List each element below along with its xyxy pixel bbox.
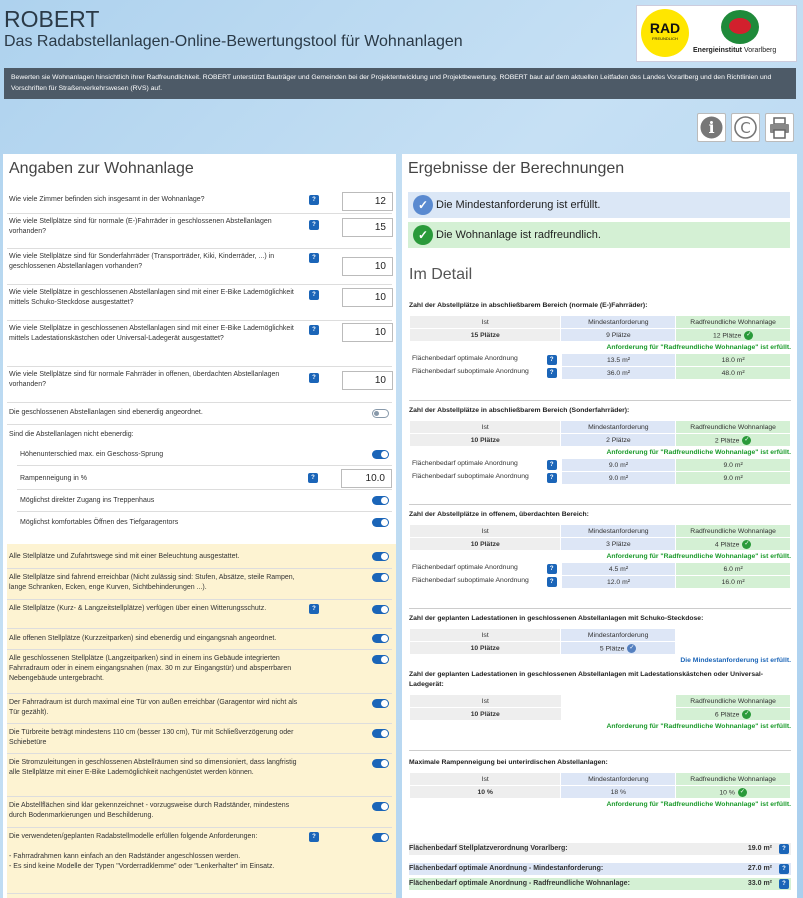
- help-icon[interactable]: ?: [308, 473, 318, 483]
- summary-row: Flächenbedarf optimale Anordnung - Mindestanforderung: 27.0 m² ?: [409, 863, 791, 875]
- check-icon: ✓: [746, 331, 752, 338]
- criterion-toggle[interactable]: [372, 552, 389, 561]
- help-icon[interactable]: ?: [309, 604, 319, 614]
- detail-heading: Im Detail: [409, 266, 473, 283]
- criterion-row: Alle offenen Stellplätze (Kurzzeitparken) sind ebenerdig und eingangsnah angeordnet.: [7, 629, 392, 650]
- criterion-toggle[interactable]: [372, 759, 389, 768]
- info-icon: [698, 114, 725, 141]
- help-icon[interactable]: ?: [779, 844, 789, 854]
- check-circle-icon: ✓: [413, 225, 433, 245]
- criterion-row: Alle Stellplätze (Kurz- & Langzeitstellplätze) verfügen über einen Witterungsschutz. ?: [7, 600, 392, 629]
- check-icon: ✓: [744, 540, 750, 547]
- input-panel-title: Angaben zur Wohnanlage: [9, 160, 194, 177]
- results-panel-title: Ergebnisse der Berechnungen: [408, 160, 625, 177]
- help-icon[interactable]: ?: [547, 577, 557, 587]
- criterion-toggle[interactable]: [372, 802, 389, 811]
- criterion-row: Alle Stellplätze sind fahrend erreichbar (Nicht zulässig sind: Stufen, Absätze, steile Rampen, lange Schranken, Ecken, enge Kurven, Sichtbehinderungen ...).: [7, 569, 392, 600]
- treppen-toggle[interactable]: [372, 496, 389, 505]
- criterion-toggle[interactable]: [372, 573, 389, 582]
- rad-logo[interactable]: RAD FREUNDLICH: [641, 9, 689, 57]
- app-subtitle: Das Radabstellanlagen-Online-Bewertungstool für Wohnanlagen: [4, 33, 463, 50]
- check-icon: ✓: [744, 436, 750, 443]
- energieinstitut-text: Energieinstitut Vorarlberg: [693, 47, 777, 54]
- criterion-toggle[interactable]: [372, 729, 389, 738]
- charging-station-input[interactable]: 10: [342, 323, 393, 342]
- result-section-schuko: Zahl der geplanten Ladestationen in geschlossenen Abstellanlagen mit Schuko-Steckdose: Ist Mindestanforderung 10 Plätze 5 Plätze ✓ Die Mindestanforderung ist erfüllt.: [409, 615, 791, 664]
- help-icon[interactable]: ?: [309, 220, 319, 230]
- result-section-open: Zahl der Abstellplätze in offenem, überdachten Bereich: Ist Mindestanforderung Radfreundliche Wohnanlage 10 Plätze 3 Plätze 4 Plätze ✓ Anforderung für "Radfreundliche Wohnanlage" ist erfüllt. Flächenbedarf optimale Anordnung ? 4.5 m² 6.0 m² Flächenbedarf suboptimale Anordnung ? 12.0 m² 16.0 m²: [409, 510, 791, 589]
- geschoss-toggle[interactable]: [372, 450, 389, 459]
- criterion-toggle[interactable]: [372, 655, 389, 664]
- check-icon: ✓: [744, 710, 750, 717]
- special-bikes-input[interactable]: 10: [342, 257, 393, 276]
- criterion-row: Die Abstellflächen sind klar gekennzeichnet - vorzugsweise durch Radständer, mindestens durch Bodenmarkierungen und Beschilderung.: [7, 797, 392, 828]
- summary-row: Flächenbedarf optimale Anordnung - Radfreundliche Wohnanlage: 33.0 m² ?: [409, 878, 791, 890]
- status-min: ✓ Die Mindestanforderung ist erfüllt.: [408, 192, 790, 218]
- check-circle-icon: ✓: [413, 195, 433, 215]
- question-row: Wie viele Stellplätze sind für normale (E-)Fahrräder in geschlossenen Abstellanlagen vorhanden? ? 15: [7, 214, 392, 249]
- criterion-row: Die verwendeten/geplanten Radabstellmodelle erfüllen folgende Anforderungen: - Fahrradrahmen kann einfach an den Radständer angeschlossen werden. - Es sind keine Modelle der Typen "Vorderradklemme" oder "Lenkerhalter" im Einsatz. ?: [7, 828, 392, 894]
- result-section-special: Zahl der Abstellplätze in abschließbarem Bereich (Sonderfahrräder): Ist Mindestanforderung Radfreundliche Wohnanlage 10 Plätze 2 Plätze 2 Plätze ✓ Anforderung für "Radfreundliche Wohnanlage" ist erfüllt. Flächenbedarf optimale Anordnung ? 9.0 m² 9.0 m² Flächenbedarf suboptimale Anordnung ? 9.0 m² 9.0 m²: [409, 406, 791, 485]
- svg-text:i: i: [708, 118, 715, 137]
- summary-row: Flächenbedarf Stellplatzverordnung Vorarlberg: 19.0 m² ?: [409, 843, 791, 855]
- question-row: Wie viele Stellplätze sind für Sonderfahrräder (Transporträder, Kiki, Kinderräder, ...) in geschlossenen Abstellanlagen vorhanden? ? 10: [7, 249, 392, 285]
- help-icon[interactable]: ?: [309, 832, 319, 842]
- copyright-button[interactable]: [731, 113, 760, 142]
- print-button[interactable]: [765, 113, 794, 142]
- result-section-ladestation: Zahl der geplanten Ladestationen in geschlossenen Abstellanlagen mit Ladestationskästchen oder Universal-Ladegerät: Ist Radfreundliche Wohnanlage 10 Plätze 6 Plätze ✓ Anforderung für "Radfreundliche Wohnanlage" ist erfüllt.: [409, 671, 791, 730]
- toggle-row: Die geschlossenen Abstellanlagen sind ebenerdig angeordnet.: [7, 403, 392, 425]
- toggle-row: Höhenunterschied max. ein Geschoss-Sprung: [17, 443, 392, 466]
- status-radfreundlich: ✓ Die Wohnanlage ist radfreundlich.: [408, 222, 790, 248]
- help-icon[interactable]: ?: [309, 290, 319, 300]
- ramp-input[interactable]: 10.0: [341, 469, 392, 488]
- question-row: Wie viele Stellplätze sind für normale Fahrräder in offenen, überdachten Abstellanlagen vorhanden? ? 10: [7, 367, 392, 403]
- help-icon[interactable]: ?: [309, 373, 319, 383]
- app-title: ROBERT: [4, 6, 100, 32]
- logo-box: [636, 5, 797, 62]
- help-icon[interactable]: ?: [309, 195, 319, 205]
- question-row: Wie viele Stellplätze in geschlossenen Abstellanlagen sind mit einer E-Bike Lademöglichkeit mittels Schuko-Steckdose ausgestattet? ? 10: [7, 285, 392, 321]
- copyright-icon: [732, 114, 759, 141]
- ebenerdig-toggle[interactable]: [372, 409, 389, 418]
- input-panel: [3, 154, 396, 898]
- result-table: Ist Mindestanforderung Radfreundliche Wohnanlage 15 Plätze 9 Plätze 12 Plätze ✓: [409, 315, 791, 342]
- open-bikes-input[interactable]: 10: [342, 371, 393, 390]
- result-section-normal: Zahl der Abstellplätze in abschließbarem Bereich (normale (E-)Fahrräder): Ist Mindestanforderung Radfreundliche Wohnanlage 15 Plätze 9 Plätze 12 Plätze ✓ Anforderung für "Radfreundliche Wohnanlage" ist erfüllt. Flächenbedarf optimale Anordnung ? 13.5 m² 18.0 m² Flächenbedarf suboptimale Anordnung ? 36.0 m² 48.0 m²: [409, 301, 791, 380]
- criterion-row: Die Türbreite beträgt mindestens 110 cm (besser 130 cm), Tür mit Schließverzögerung oder Schiebetüre: [7, 724, 392, 754]
- question-row: Wie viele Stellplätze in geschlossenen Abstellanlagen sind mit einer E-Bike Lademöglichkeit mittels Ladestationskästchen oder Universal-Ladegerät ausgestattet? ? 10: [7, 321, 392, 367]
- result-section-ramp: Maximale Rampenneigung bei unterirdischen Abstellanlagen: Ist Mindestanforderung Radfreundliche Wohnanlage 10 % 18 % 10 % ✓ Anforderung für "Radfreundliche Wohnanlage" ist erfüllt.: [409, 759, 791, 808]
- svg-text:C: C: [740, 119, 751, 137]
- help-icon[interactable]: ?: [547, 460, 557, 470]
- criterion-row: Alle Stellplätze und Zufahrtswege sind mit einer Beleuchtung ausgestattet.: [7, 547, 392, 569]
- criterion-row: Alle geschlossenen Stellplätze (Langzeitparken) sind in einem ins Gebäude integrierten Fahrradraum oder in einem eingangsnahen (max. 30 m zur Eingangstür) und absperrbaren Nebengebäude untergebracht.: [7, 650, 392, 694]
- criterion-row: Der Fahrradraum ist durch maximal eine Tür von außen erreichbar (Garagentor wird nicht als Tür gezählt).: [7, 694, 392, 724]
- help-icon[interactable]: ?: [547, 355, 557, 365]
- criterion-toggle[interactable]: [372, 699, 389, 708]
- question-row: Wie viele Zimmer befinden sich insgesamt in der Wohnanlage? ? 12: [7, 192, 392, 214]
- header: [4, 6, 463, 52]
- help-icon[interactable]: ?: [547, 564, 557, 574]
- info-button[interactable]: [697, 113, 726, 142]
- schuko-input[interactable]: 10: [342, 288, 393, 307]
- label-row: Sind die Abstellanlagen nicht ebenerdig:: [9, 431, 134, 438]
- printer-icon: [766, 114, 793, 141]
- tiefgarage-toggle[interactable]: [372, 518, 389, 527]
- results-panel: [402, 154, 797, 898]
- toggle-row: Möglichst komfortables Öffnen des Tiefgaragentors: [17, 512, 392, 534]
- criterion-toggle[interactable]: [372, 634, 389, 643]
- toggle-row: Möglichst direkter Zugang ins Treppenhaus: [17, 490, 392, 512]
- help-icon[interactable]: ?: [779, 879, 789, 889]
- normal-bikes-input[interactable]: 15: [342, 218, 393, 237]
- criterion-toggle[interactable]: [372, 605, 389, 614]
- input-row: Rampenneigung in % ? 10.0: [17, 466, 392, 490]
- help-icon[interactable]: ?: [779, 864, 789, 874]
- help-icon[interactable]: ?: [309, 325, 319, 335]
- energieinstitut-logo[interactable]: [721, 10, 759, 44]
- check-icon: ✓: [739, 788, 745, 795]
- rooms-input[interactable]: 12: [342, 192, 393, 211]
- check-icon: ✓: [629, 644, 635, 651]
- help-icon[interactable]: ?: [547, 368, 557, 378]
- intro-banner: Bewerten sie Wohnanlagen hinsichtlich ihrer Radfreundlichkeit. ROBERT unterstützt Bauträger und Gemeinden bei der Projektentwicklung und Projektbewertung. ROBERT baut auf dem aktuellen Leitfaden des Landes Vorarlberg und den Richtlinien und Vorschriften für Straßenverkehrswesen (RVS) auf.: [4, 68, 796, 99]
- criterion-toggle[interactable]: [372, 833, 389, 842]
- criterion-row: Die Stromzuleitungen in geschlossenen Abstellräumen sind so dimensioniert, dass langfristig alle Stellplätze mit einer E-Bike Lademöglichkeit nachgenüstet werden können.: [7, 754, 392, 797]
- help-icon[interactable]: ?: [309, 253, 319, 263]
- help-icon[interactable]: ?: [547, 473, 557, 483]
